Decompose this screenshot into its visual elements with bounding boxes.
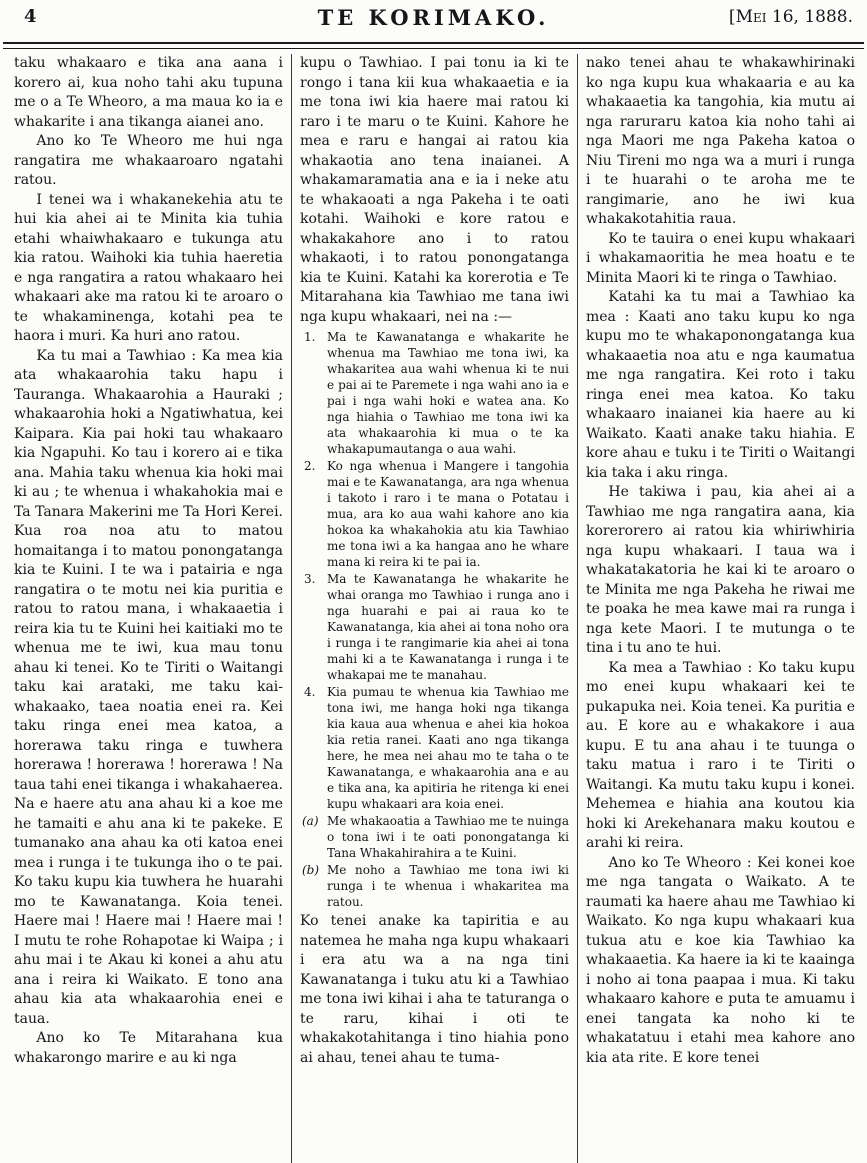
list-item-text: Ma te Kawanatanga e whakarite he whenua ma Tawhiao me tona iwi, ka whakaritea aua wahi whenua ki te nui e pai ai te Paremete i nga wahi ano ia e pai i nga wahi hoki e watea ana. Ko nga hiahia o Tawhiao me tona iwi ka ata whakaarohia ki mua o te ka whakapumautanga o aua wahi.: [327, 330, 569, 456]
column-2: [292, 54, 577, 1163]
column-1: [6, 54, 291, 1163]
paragraph: Ko te tauira o enei kupu whakaari i whakamaoritia he mea hoatu e te Minita Maori ki te ringa o Tawhiao.: [586, 230, 855, 286]
list-item-number: 1.: [304, 330, 316, 344]
list-item: [300, 813, 569, 861]
column-3: [578, 54, 863, 1163]
date-year: 16, 1888.: [766, 7, 853, 27]
paragraph: Katahi ka tu mai a Tawhiao ka mea : Kaati ano taku kupu ko nga kupu mo te whakaponongatanga kua whakaaetia noa atu e nga kaumatua me nga rangatira. Kei roto i taku ringa enei mea katoa. Ko taku whakaaro inaianei kia haere au ki Waikato. Kaati anake taku hiahia. E kore ahau e tuku i te Tiriti o Waitangi kia taka i aku ringa.: [586, 289, 855, 481]
list-item: [300, 329, 569, 457]
issue-date: [729, 7, 853, 27]
paragraph: He takiwa i pau, kia ahei ai a Tawhiao me nga rangatira aana, kia korerorero ai ratou kia whiriwhiria nga kupu whakaari. I taua wa i whakatakatoria he kai ki te aroaro o te Minita me nga Pakeha he riwai me te poaka he mea kawe mai ra runga i nga kete Maori. I te mutunga o te tina i tu ano te hui.: [586, 484, 855, 656]
masthead: [0, 0, 867, 39]
list-item-text: Me whakaoatia a Tawhiao me te nuinga o tona iwi i te oati ponongatanga ki Tana Whakahirahira a te Kuini.: [327, 814, 569, 860]
list-item-letter: (a): [302, 814, 319, 828]
newspaper-title: TE KORIMAKO.: [317, 5, 550, 30]
list-item-number: 4.: [304, 685, 316, 699]
list-item-letter: (b): [302, 863, 320, 877]
promise-list: [300, 329, 569, 910]
paragraph: Ka mea a Tawhiao : Ko taku kupu mo enei kupu whakaari kei te pukapuka nei. Koia tenei. Ka puritia e au. E kore au e whakakore i aua kupu. E tu ana ahau i te tuunga o taku matua i raro i te Tiriti o Waitangi. Ka mutu taku kupu i konei. Mehemea e hiahia ana koutou kia hoki ki Arekehanara maku koutou e arahi ki reira.: [586, 659, 855, 851]
list-item: [300, 862, 569, 910]
page-number: 4: [24, 6, 37, 27]
paragraph: Ko tenei anake ka tapiritia e au natemea he maha nga kupu whakaari i era atu wa a na nga tini Kawanatanga i tuku atu ki a Tawhiao me tona iwi kihai i aha te taturanga o te raru, kihai i oti te whakakotahitanga i tino hiahia pono ai ahau, tenei ahau te tuma-: [300, 913, 569, 1066]
paragraph: I tenei wa i whakanekehia atu te hui kia ahei ai te Minita kia tuhia etahi whaiwhakaaro e tukunga atu kia ratou. Waihoki kia tuhia haeretia e nga rangatira a ratou whakaaro hei whakaari ake ma ratou ki te aroaro o te whakaminenga, kotahi pea te haora i muri. Ka huri ano ratou.: [14, 191, 283, 344]
date-month: Mei: [735, 7, 767, 27]
list-item-number: 3.: [304, 572, 316, 586]
paragraph: taku whakaaro e tika ana aana i korero ai, kua noho tahi aku tupuna me o a Te Wheoro, a ma maua ko ia e whakarite i ana tikanga aianei ano.: [14, 55, 283, 130]
paragraph: Ano ko Te Wheoro me hui nga rangatira me whakaaroaro ngatahi ratou.: [14, 133, 283, 188]
list-item-text: Kia pumau te whenua kia Tawhiao me tona iwi, me hanga hoki nga tikanga kia kaua aua whenua e ahei kia hokoa kia retia ranei. Kaati ano nga tikanga here, he mea nei ahau mo te taha o te Kawanatanga, e whakaarohia ana e au e tika ana, ka apitiria he ritenga ki enei kupu whakaari ara koia enei.: [327, 685, 569, 811]
paragraph: Ka tu mai a Tawhiao : Ka mea kia ata whakaarohia taku hapu i Tauranga. Whakaarohia a Hauraki ; whakaarohia hoki a Ngatiwhatua, kei Kaipara. Kia pai hoki tau whakaaro kia Ngapuhi. Ko tau i korero ai e tika ana. Mahia taku whenua kia hoki mai ki au ; te whenua i whakahokia mai e Ta Tanara Makerini me Ta Hori Kerei. Kua roa noa atu to matou homaitanga i to matou ponongatanga kia te Kuini. I te wa i patairia e nga rangatira o te motu nei kia puritia e ratou to ratou mana, i whakaaetia i reira kia tu te Kuini hei kaitiaki mo te whenua me te iwi, kua mau tonu ahau ki tenei. Ko te Tiriti o Waitangi taku kai arataki, me taku kai-whakaako, taea noatia enei ra. Kei taku ringa enei mea katoa, a horerawa taku ringa e tuwhera horerawa ! horerawa ! horerawa ! Na taua tahi enei tikanga i whakahaerea. Na e haere atu ana ahau ki a koe me he tamaiti e ahu ana ki te pakeke. E tumanako ana ahau ka oti katoa enei mea i runga i te tukunga iho o te pai. Ko taku kupu kia tuwhera he huarahi mo te Kawanatanga. Koia tenei. Haere mai ! Haere mai ! Haere mai ! I mutu te rohe Rohapotae ki Waipa ; i ahu mai i te Akau ki konei a ahu atu ana i reira ki Waikato. E tono ana ahau kia ata whakaarohia enei e taua.: [14, 347, 283, 1027]
list-item-text: Ma te Kawanatanga he whakarite he whai oranga mo Tawhiao i runga ano i nga huarahi e pai ai raua ko te Kawanatanga, kia ahei ai tona noho ora i runga i te rangimarie kia ahei ai tona mahi ki a te Kawanatanga i runga i te whakapai me te manahau.: [327, 572, 569, 682]
list-item: [300, 458, 569, 570]
date-bracket: [: [728, 7, 736, 27]
paragraph: nako tenei ahau te whakawhirinaki ko nga kupu kua whakaaria e au ka whakaaetia ka tangohia, kia mutu ai nga raruraru katoa kia noho tahi ai nga Maori me nga Pakeha katoa o Niu Tireni mo nga wa a muri i runga i te huarahi o te aroha me te rangimarie, ano he iwi kua whakakotahitia raua.: [586, 55, 855, 227]
list-item-text: Ko nga whenua i Mangere i tangohia mai e te Kawanatanga, ara nga whenua i takoto i raro i te mana o Potatau i mua, ara ko aua wahi kahore ano kia hokoa ka whakahokia atu kia Tawhiao me tona iwi a ka hangaa ano he whare mana ki reira ki te pai ia.: [327, 459, 569, 569]
list-item: [300, 684, 569, 812]
list-item-number: 2.: [304, 459, 316, 473]
article-columns: [0, 49, 867, 1163]
paragraph: Ano ko Te Wheoro : Kei konei koe me nga tangata o Waikato. A te raumati ka haere ahau me Tawhiao ki Waikato. Ko nga kupu whakaari kua tukua atu e koe kia Tawhiao ka whakaaetia. Ka haere ia ki te kaainga i noho ai tona paapaa i mua. Ki taku whakaaro kahore e puta te amuamu i enei tangata ka noho ki te whakatatuu i etahi mea kahore ano kia ata rite. E kore tenei: [586, 854, 855, 1066]
list-item-text: Me noho a Tawhiao me tona iwi ki runga i te whenua i whakaritea ma ratou.: [327, 863, 569, 909]
paragraph: kupu o Tawhiao. I pai tonu ia ki te rongo i tana kii kua whakaaetia e ia me tona iwi kia haere mai ratou ki raro i te maru o te Kuini. Kahore he mea e raru e hangai ai ratou kia whakaotia ano tena inaianei. A whakamaramatia ana e ia i neke atu te whakaoati a nga Pakeha i te oati kotahi. Waihoki e kore ratou e whakakahore ano i to ratou whakaoti, i to ratou ponongatanga kia te Kuini. Katahi ka korerotia e Te Mitarahana kia Tawhiao me tana iwi nga kupu whakaari, nei na :—: [300, 55, 569, 325]
masthead-rule: [3, 42, 864, 49]
list-item: [300, 571, 569, 683]
paragraph: Ano ko Te Mitarahana kua whakarongo marire e au ki nga: [14, 1030, 283, 1066]
